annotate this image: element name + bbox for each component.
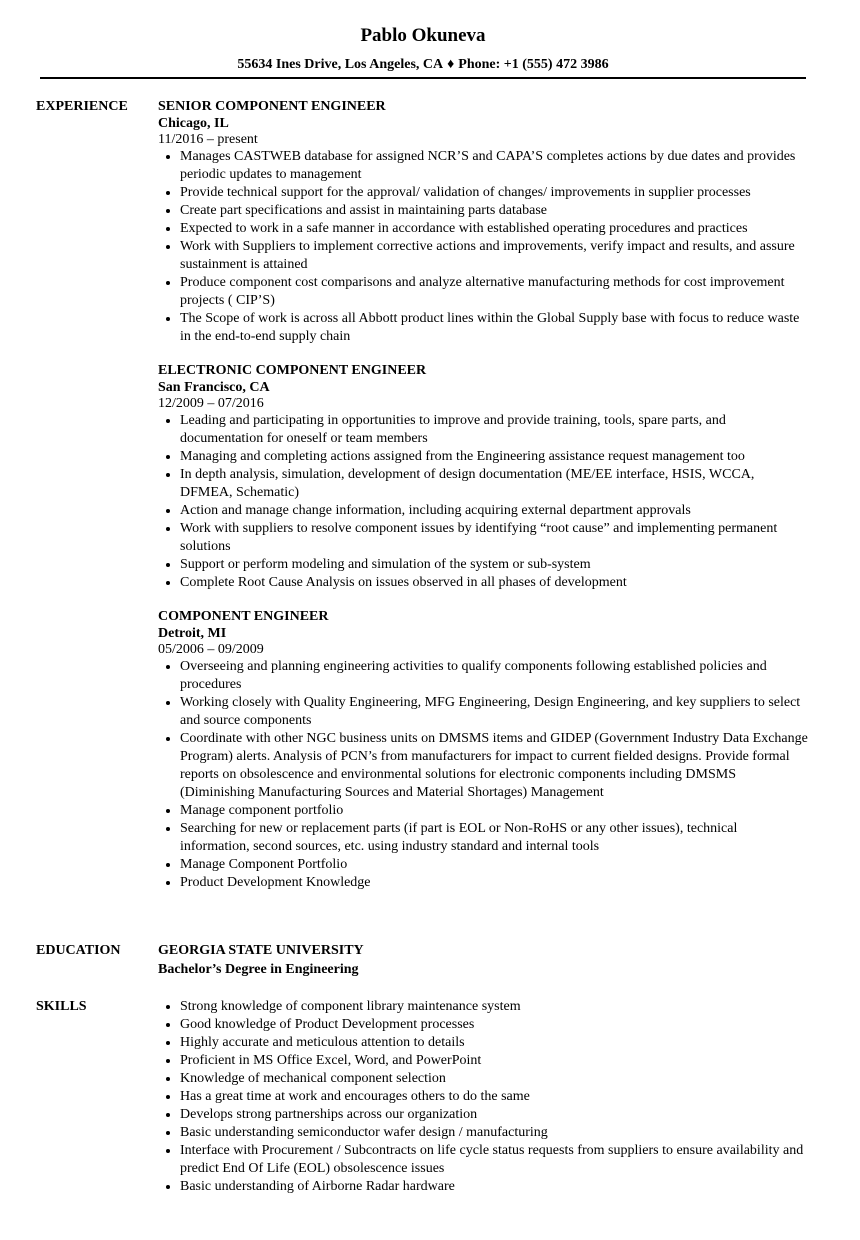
bullet-item: • Leading and participating in opportunities to improve and provide training, tools, spare parts, and documentation for oneself or team members xyxy=(180,412,808,448)
section-label-education: EDUCATION xyxy=(36,943,121,958)
bullet-item: • Complete Root Cause Analysis on issues observed in all phases of development xyxy=(180,574,808,592)
phone: Phone: +1 (555) 472 3986 xyxy=(458,57,609,72)
job-entry xyxy=(158,98,808,346)
skill-item: • Knowledge of mechanical component selection xyxy=(180,1070,808,1088)
job-location: Chicago, IL xyxy=(158,116,229,131)
skill-item: • Proficient in MS Office Excel, Word, and PowerPoint xyxy=(180,1052,808,1070)
skill-item: • Has a great time at work and encourages others to do the same xyxy=(180,1088,808,1106)
candidate-name: Pablo Okuneva xyxy=(360,25,486,46)
bullet-item: • The Scope of work is across all Abbott product lines within the Global Supply base with focus to reduce waste in the end-to-end supply chain xyxy=(180,310,808,346)
bullet-item: • Work with suppliers to resolve component issues by identifying “root cause” and implementing permanent solutions xyxy=(180,520,808,556)
bullet-item: • Create part specifications and assist in maintaining parts database xyxy=(180,202,808,220)
bullet-item: • Searching for new or replacement parts (if part is EOL or Non-RoHS or any other issues), technical information, second sources, etc. using industry standard and internal tools xyxy=(180,820,808,856)
section-label-experience: EXPERIENCE xyxy=(36,99,128,114)
job-location: Detroit, MI xyxy=(158,626,227,641)
bullet-item: • Product Development Knowledge xyxy=(180,874,808,892)
bullet-item: • Manages CASTWEB database for assigned NCR’S and CAPA’S completes actions by due dates and provides periodic updates to management xyxy=(180,148,808,184)
bullet-item: • Overseeing and planning engineering activities to qualify components following established policies and procedures xyxy=(180,658,808,694)
degree: Bachelor’s Degree in Engineering xyxy=(158,962,359,977)
job-dates: 05/2006 – 09/2009 xyxy=(158,642,264,657)
job-entry xyxy=(158,362,808,592)
skill-item: • Interface with Procurement / Subcontracts on life cycle status requests from suppliers to ensure availability and predict End Of Life (EOL) obsolescence issues xyxy=(180,1142,808,1178)
skill-item: • Good knowledge of Product Development processes xyxy=(180,1016,808,1034)
job-title: ELECTRONIC COMPONENT ENGINEER xyxy=(158,363,427,378)
skill-item: • Develops strong partnerships across our organization xyxy=(180,1106,808,1124)
bullet-item: • Action and manage change information, including acquiring external department approvals xyxy=(180,502,808,520)
header-divider xyxy=(40,77,806,79)
job-location: San Francisco, CA xyxy=(158,380,270,395)
bullet-item: • Provide technical support for the approval/ validation of changes/ improvements in supplier processes xyxy=(180,184,808,202)
skills-bullets xyxy=(158,998,808,1196)
experience-list xyxy=(158,98,808,906)
education-entry xyxy=(158,942,808,980)
bullet-item: • Expected to work in a safe manner in accordance with established operating procedures and practices xyxy=(180,220,808,238)
skill-item: • Basic understanding of Airborne Radar hardware xyxy=(180,1178,808,1196)
resume-header xyxy=(40,24,806,74)
job-title: COMPONENT ENGINEER xyxy=(158,609,329,624)
section-label-skills: SKILLS xyxy=(36,999,87,1014)
bullet-item: • Managing and completing actions assigned from the Engineering assistance request management too xyxy=(180,448,808,466)
skill-item: • Basic understanding semiconductor wafer design / manufacturing xyxy=(180,1124,808,1142)
job-bullets xyxy=(158,412,808,592)
bullet-item: • Coordinate with other NGC business units on DMSMS items and GIDEP (Government Industry Data Exchange Program) alerts. Analysis of PCN’s from manufacturers for impact to current fielded designs. Provide formal reports on obsolescence and environmental solutions for electronic components including DMSMS (Diminishing Manufacturing Sources and Material Shortages) Management xyxy=(180,730,808,802)
bullet-item: • Manage Component Portfolio xyxy=(180,856,808,874)
contact-line xyxy=(40,56,806,74)
bullet-item: • Manage component portfolio xyxy=(180,802,808,820)
bullet-item: • Support or perform modeling and simulation of the system or sub-system xyxy=(180,556,808,574)
skills-list xyxy=(158,998,808,1196)
address: 55634 Ines Drive, Los Angeles, CA xyxy=(237,57,444,72)
bullet-item: • Working closely with Quality Engineering, MFG Engineering, Design Engineering, and key suppliers to select and source components xyxy=(180,694,808,730)
bullet-item: • Produce component cost comparisons and analyze alternative manufacturing methods for cost improvement projects ( CIP’S) xyxy=(180,274,808,310)
job-bullets xyxy=(158,148,808,346)
bullet-item: • In depth analysis, simulation, development of design documentation (ME/EE interface, HSIS, WCCA, DFMEA, Schematic) xyxy=(180,466,808,502)
job-dates: 11/2016 – present xyxy=(158,132,258,147)
skill-item: • Highly accurate and meticulous attention to details xyxy=(180,1034,808,1052)
job-dates: 12/2009 – 07/2016 xyxy=(158,396,264,411)
bullet-item: • Work with Suppliers to implement corrective actions and improvements, verify impact and results, and assure sustainment is attained xyxy=(180,238,808,274)
job-title: SENIOR COMPONENT ENGINEER xyxy=(158,99,386,114)
skill-item: • Strong knowledge of component library maintenance system xyxy=(180,998,808,1016)
job-bullets xyxy=(158,658,808,892)
job-entry xyxy=(158,608,808,892)
diamond-separator-icon: ♦ xyxy=(447,57,455,72)
school-name: GEORGIA STATE UNIVERSITY xyxy=(158,943,364,958)
